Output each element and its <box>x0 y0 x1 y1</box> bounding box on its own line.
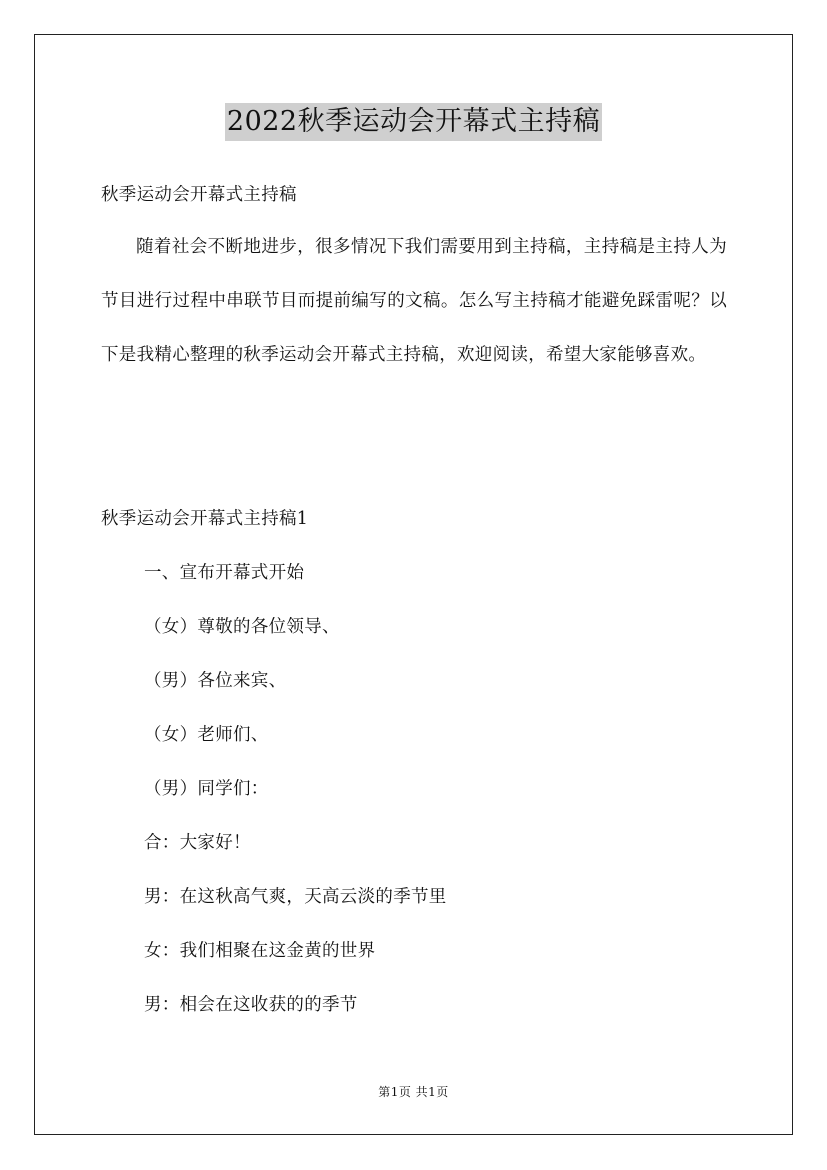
document-subtitle: 秋季运动会开幕式主持稿 <box>101 185 297 205</box>
script-line: 男：在这秋高气爽，天高云淡的季节里 <box>144 887 447 907</box>
document-title: 2022秋季运动会开幕式主持稿 <box>225 103 602 141</box>
page-footer: 第1页 共1页 <box>378 1085 449 1099</box>
section-heading: 秋季运动会开幕式主持稿1 <box>101 509 309 529</box>
script-line: 一、宣布开幕式开始 <box>144 563 305 583</box>
script-line: 男：相会在这收获的的季节 <box>144 995 358 1015</box>
title-container <box>0 103 827 141</box>
intro-paragraph: 随着社会不断地进步，很多情况下我们需要用到主持稿，主持稿是主持人为节目进行过程中串联节目而提前编写的文稿。怎么写主持稿才能避免踩雷呢？以下是我精心整理的秋季运动会开幕式主持稿，欢迎阅读，希望大家能够喜欢。 <box>101 237 727 365</box>
script-line: 合：大家好！ <box>144 833 251 853</box>
script-line: （男）同学们： <box>144 779 269 799</box>
script-line: 女：我们相聚在这金黄的世界 <box>144 941 376 961</box>
script-line: （女）尊敬的各位领导、 <box>144 617 340 637</box>
script-line: （女）老师们、 <box>144 725 269 745</box>
script-line: （男）各位来宾、 <box>144 671 287 691</box>
